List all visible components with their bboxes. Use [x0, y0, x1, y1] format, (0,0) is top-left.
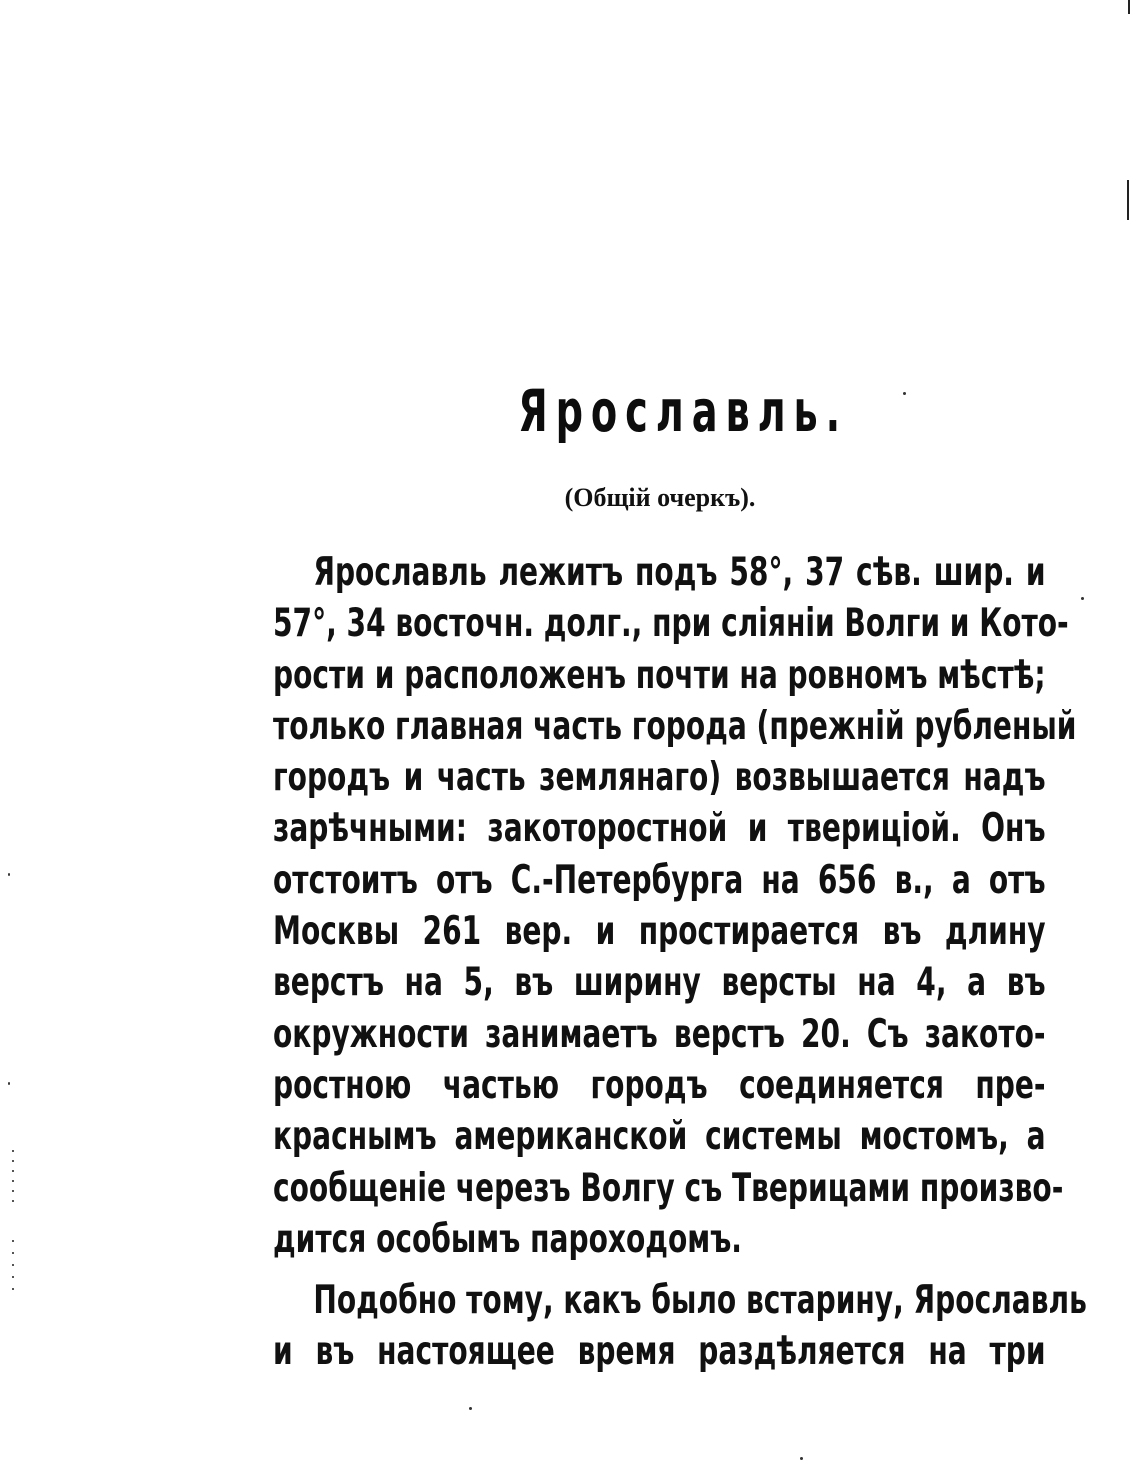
scan-edge-mark — [1127, 180, 1129, 220]
scan-speck — [469, 1407, 472, 1410]
text-line: ростною частью городъ соединяется пре- — [273, 1062, 1046, 1108]
text-line: только главная часть города (прежній рубленый — [273, 703, 1077, 749]
scan-speck — [800, 1457, 803, 1460]
text-line: зарѣчными: закоторостной и твериціой. Онъ — [273, 806, 1046, 852]
page-title: Ярославль. — [518, 377, 849, 445]
scan-edge-mark — [1128, 0, 1130, 14]
text-line: Ярославль лежитъ подъ 58°, 37 сѣв. шир. и — [313, 550, 1046, 595]
paragraph-2 — [273, 1275, 1087, 1378]
text-line: сообщеніе черезъ Волгу съ Тверицами произво- — [273, 1165, 1064, 1211]
paragraph-1 — [273, 547, 1077, 1265]
body-text — [273, 547, 1087, 1378]
text-line: Москвы 261 вер. и простирается въ длину — [273, 909, 1046, 955]
text-line: Подобно тому, какъ было встарину, Ярославль — [313, 1278, 1087, 1324]
text-line: краснымъ американской системы мостомъ, а — [273, 1114, 1046, 1160]
text-line: окружности занимаетъ верстъ 20. Съ закото- — [273, 1011, 1046, 1057]
scan-speck — [12, 1150, 14, 1210]
text-line: верстъ на 5, въ ширину версты на 4, а въ — [273, 960, 1046, 1006]
scan-speck — [8, 1082, 10, 1085]
scan-speck — [1081, 597, 1084, 600]
page-subtitle: (Общій очеркъ). — [564, 483, 756, 512]
scan-speck — [903, 392, 906, 395]
text-line: городъ и часть землянаго) возвышается надъ — [273, 755, 1046, 801]
text-line: и въ настоящее время раздѣляется на три — [273, 1329, 1046, 1375]
text-line: дится особымъ пароходомъ. — [273, 1216, 742, 1262]
scan-speck — [12, 1240, 14, 1290]
text-line: отстоитъ отъ С.-Петербурга на 656 в., а отъ — [273, 857, 1046, 903]
scan-speck — [8, 873, 10, 876]
text-line: рости и расположенъ почти на ровномъ мѣстѣ; — [273, 652, 1046, 698]
text-line: 57°, 34 восточн. долг., при сліяніи Волги и Кото- — [273, 601, 1069, 647]
